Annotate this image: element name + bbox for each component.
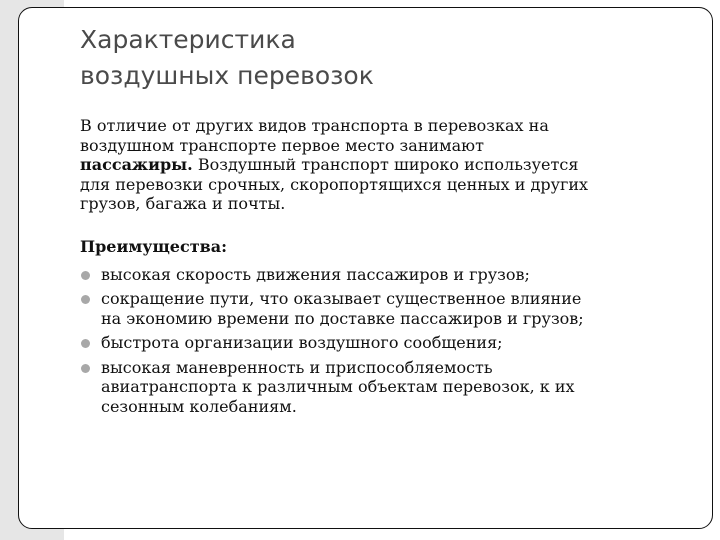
advantage-text-line: на экономию времени по доставке пассажиров и грузов; (101, 308, 584, 328)
bullet-icon (81, 295, 90, 304)
bullet-icon (81, 339, 90, 348)
advantage-text-line: сокращение пути, что оказывает существенное влияние (101, 289, 582, 308)
advantage-text-line: высокая маневренность и приспособляемость (101, 357, 493, 377)
advantage-item (80, 333, 695, 353)
intro-paragraph (80, 116, 695, 214)
advantage-text-line: сезонным колебаниям. (101, 396, 297, 416)
advantages-list (80, 265, 695, 417)
intro-line-3 (80, 155, 695, 175)
intro-line-3-rest: Воздушный транспорт широко используется (192, 155, 579, 174)
bullet-icon (81, 271, 90, 280)
intro-bold-term: пассажиры. (80, 155, 193, 174)
advantage-text-line: быстрота организации воздушного сообщения; (101, 333, 503, 352)
slide-title-line-1: Характеристика (80, 25, 296, 54)
bullet-icon (81, 364, 90, 373)
slide-title (80, 22, 680, 94)
advantages-heading: Преимущества: (80, 236, 228, 256)
advantage-item (80, 289, 695, 328)
advantage-text-line: авиатранспорта к различным объектам перевозок, к их (101, 377, 575, 396)
intro-line-4: для перевозки срочных, скоропортящихся ценных и других (80, 174, 589, 194)
intro-line-2: воздушном транспорте первое место занимают (80, 135, 484, 155)
advantage-item (80, 358, 695, 417)
advantage-text-line: высокая скорость движения пассажиров и грузов; (101, 264, 530, 284)
slide-title-line-2: воздушных перевозок (80, 61, 374, 90)
slide-content (80, 116, 695, 421)
advantage-item (80, 265, 695, 285)
intro-line-1: В отличие от других видов транспорта в перевозках на (80, 116, 549, 135)
intro-line-5: грузов, багажа и почты. (80, 194, 286, 213)
